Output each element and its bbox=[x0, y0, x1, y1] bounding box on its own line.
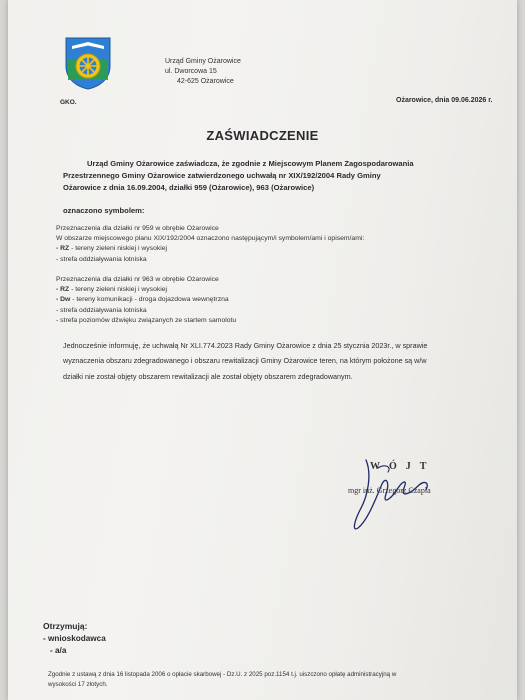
fee-note bbox=[48, 670, 488, 689]
revitalization-line-3: działki nie został objęty obszarem rewitalizacji ale został objęty obszarem zdegradowanym. bbox=[63, 371, 353, 381]
recipients-title: Otrzymują: bbox=[43, 621, 88, 631]
signatory-name: mgr inż. Grzegorz Czapla bbox=[348, 486, 431, 495]
recipient-item: - wnioskodawca bbox=[43, 634, 106, 643]
intro-line-2: Przestrzennego Gminy Ożarowice zatwierdzonego uchwałą nr XIX/192/2004 Rady Gminy bbox=[63, 171, 381, 180]
parcel-963-noise-zone: - strefa poziomów dźwięku związanych ze startem samolotu bbox=[56, 316, 237, 324]
parcel-959-airport-zone: - strefa oddziaływania lotniska bbox=[56, 255, 147, 263]
coat-of-arms-icon bbox=[64, 36, 112, 90]
office-street: ul. Dworcowa 15 bbox=[165, 68, 217, 75]
intro-line-3: Ożarowice z dnia 16.09.2004, działki 959 (Ożarowice), 963 (Ożarowice) bbox=[63, 183, 315, 192]
intro-line-1: Urząd Gminy Ożarowice zaświadcza, że zgodnie z Miejscowym Planem Zagospodarowania bbox=[87, 159, 414, 168]
signatory-title: WÓJT bbox=[370, 461, 436, 472]
document-page bbox=[8, 0, 517, 700]
parcel-959-symbol-rz: - RZ - tereny zieleni niskiej i wysokiej bbox=[56, 245, 168, 253]
intro-paragraph bbox=[63, 158, 483, 194]
parcel-963-symbol-dw: - Dw - tereny komunikacji - droga dojazdowa wewnętrzna bbox=[56, 296, 229, 304]
recipient-item: - a/a bbox=[50, 646, 67, 655]
symbol-label: oznaczono symbolem: bbox=[63, 206, 145, 215]
revitalization-paragraph bbox=[63, 338, 483, 384]
fee-note-line-2: wysokości 17 złotych. bbox=[48, 680, 108, 688]
parcel-959-heading: Przeznaczenia dla działki nr 959 w obrębie Ożarowice bbox=[56, 225, 219, 232]
parcel-959-plan-note: W obszarze miejscowego planu XIX/192/2004 oznaczono następującym/i symbolem/ami i opisem/ami: bbox=[56, 235, 365, 243]
document-title: ZAŚWIADCZENIE bbox=[206, 128, 319, 143]
revitalization-line-1: Jednocześnie informuję, że uchwałą Nr XLI.774.2023 Rady Gminy Ożarowice z dnia 25 stycznia 2023r., w sprawie bbox=[63, 341, 428, 350]
office-address bbox=[165, 57, 241, 87]
parcel-959-section bbox=[56, 224, 476, 265]
recipients-list bbox=[43, 633, 106, 657]
office-postal: 42-625 Ożarowice bbox=[177, 78, 234, 85]
handwritten-signature-icon bbox=[338, 448, 468, 538]
office-name: Urząd Gminy Ożarowice bbox=[165, 58, 241, 65]
parcel-963-symbol-rz: - RZ - tereny zieleni niskiej i wysokiej bbox=[56, 286, 168, 294]
parcel-963-heading: Przeznaczenia dla działki nr 963 w obrębie Ożarowice bbox=[56, 276, 219, 283]
reference-number: GKO. bbox=[60, 99, 77, 106]
parcel-963-section bbox=[56, 275, 476, 326]
revitalization-line-2: wyznaczenia obszaru zdegradowanego i obszaru rewitalizacji Gminy Ożarowice teren, na którym położone są w/w bbox=[63, 356, 427, 366]
document-date: Ożarowice, dnia 09.06.2026 r. bbox=[396, 97, 493, 104]
parcel-963-airport-zone: - strefa oddziaływania lotniska bbox=[56, 306, 147, 314]
fee-note-line-1: Zgodnie z ustawą z dnia 16 listopada 2006 o opłacie skarbowej - Dz.U. z 2025 poz.1154 t.j. uiszczono opłatę administracyjną w bbox=[48, 671, 397, 678]
